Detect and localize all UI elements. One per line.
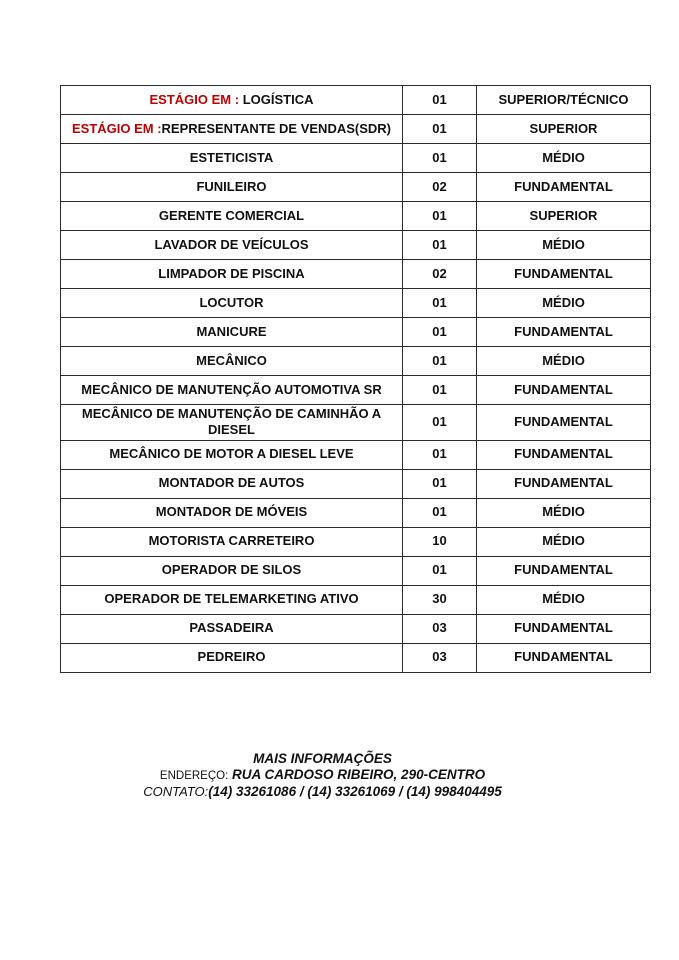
vacancies-count-cell: 01 <box>403 469 477 498</box>
table-row <box>61 498 651 527</box>
table-row <box>61 173 651 202</box>
education-level-cell: SUPERIOR/TÉCNICO <box>477 86 651 115</box>
vacancies-count-cell: 01 <box>403 231 477 260</box>
vacancies-count-cell: 01 <box>403 347 477 376</box>
table-row <box>61 318 651 347</box>
vacancies-count-cell: 01 <box>403 556 477 585</box>
job-title-cell: PEDREIRO <box>61 643 403 672</box>
education-level-cell: FUNDAMENTAL <box>477 376 651 405</box>
job-title-cell: MECÂNICO DE MANUTENÇÃO AUTOMOTIVA SR <box>61 376 403 405</box>
vacancies-count-cell: 03 <box>403 643 477 672</box>
education-level-cell: SUPERIOR <box>477 115 651 144</box>
job-vacancies-table-wrap <box>60 85 651 673</box>
job-title-cell: MONTADOR DE MÓVEIS <box>61 498 403 527</box>
job-title-cell: MANICURE <box>61 318 403 347</box>
education-level-cell: MÉDIO <box>477 527 651 556</box>
table-row <box>61 202 651 231</box>
table-row <box>61 86 651 115</box>
table-row <box>61 469 651 498</box>
vacancies-count-cell: 30 <box>403 585 477 614</box>
red-highlight: ESTÁGIO EM : <box>71 120 162 136</box>
vacancies-count-cell: 01 <box>403 318 477 347</box>
footer-title: MAIS INFORMAÇÕES <box>253 751 392 766</box>
vacancies-count-cell: 01 <box>403 144 477 173</box>
job-table-body <box>61 86 651 673</box>
vacancies-count-cell: 01 <box>403 440 477 469</box>
table-row <box>61 144 651 173</box>
footer <box>0 751 645 800</box>
job-title-cell: MECÂNICO DE MOTOR A DIESEL LEVE <box>61 440 403 469</box>
vacancies-count-cell: 01 <box>403 498 477 527</box>
table-row <box>61 440 651 469</box>
address-value: RUA CARDOSO RIBEIRO, 290-CENTRO <box>228 767 486 782</box>
job-title-cell: FUNILEIRO <box>61 173 403 202</box>
education-level-cell: FUNDAMENTAL <box>477 556 651 585</box>
table-row <box>61 527 651 556</box>
vacancies-count-cell: 01 <box>403 376 477 405</box>
education-level-cell: FUNDAMENTAL <box>477 614 651 643</box>
education-level-cell: MÉDIO <box>477 144 651 173</box>
education-level-cell: MÉDIO <box>477 231 651 260</box>
education-level-cell: FUNDAMENTAL <box>477 643 651 672</box>
education-level-cell: SUPERIOR <box>477 202 651 231</box>
red-highlight: ESTÁGIO EM : <box>149 91 243 107</box>
table-row <box>61 614 651 643</box>
job-vacancies-table <box>60 85 651 673</box>
education-level-cell: FUNDAMENTAL <box>477 260 651 289</box>
table-row <box>61 585 651 614</box>
vacancies-count-cell: 01 <box>403 405 477 441</box>
table-row <box>61 260 651 289</box>
vacancies-count-cell: 01 <box>403 202 477 231</box>
job-title-cell: MOTORISTA CARRETEIRO <box>61 527 403 556</box>
vacancies-count-cell: 02 <box>403 173 477 202</box>
table-row <box>61 231 651 260</box>
job-title-cell: LIMPADOR DE PISCINA <box>61 260 403 289</box>
education-level-cell: FUNDAMENTAL <box>477 318 651 347</box>
education-level-cell: FUNDAMENTAL <box>477 405 651 441</box>
vacancies-count-cell: 10 <box>403 527 477 556</box>
vacancies-count-cell: 03 <box>403 614 477 643</box>
job-title-cell: PASSADEIRA <box>61 614 403 643</box>
vacancies-count-cell: 02 <box>403 260 477 289</box>
vacancies-count-cell: 01 <box>403 86 477 115</box>
education-level-cell: MÉDIO <box>477 347 651 376</box>
job-title-cell: LAVADOR DE VEÍCULOS <box>61 231 403 260</box>
education-level-cell: FUNDAMENTAL <box>477 469 651 498</box>
table-row <box>61 643 651 672</box>
table-row <box>61 556 651 585</box>
job-title-cell: ESTÁGIO EM : LOGÍSTICA <box>61 86 403 115</box>
job-title-cell: ESTETICISTA <box>61 144 403 173</box>
job-title-cell: LOCUTOR <box>61 289 403 318</box>
job-title-cell: MECÂNICO DE MANUTENÇÃO DE CAMINHÃO A DIESEL <box>61 405 403 441</box>
education-level-cell: FUNDAMENTAL <box>477 173 651 202</box>
job-title-cell: MECÂNICO <box>61 347 403 376</box>
contact-label: CONTATO: <box>143 784 209 799</box>
address-line <box>0 767 645 784</box>
job-title-cell: OPERADOR DE TELEMARKETING ATIVO <box>61 585 403 614</box>
vacancies-count-cell: 01 <box>403 289 477 318</box>
education-level-cell: FUNDAMENTAL <box>477 440 651 469</box>
table-row <box>61 289 651 318</box>
education-level-cell: MÉDIO <box>477 498 651 527</box>
address-label: ENDEREÇO: <box>159 770 229 782</box>
job-title-cell: MONTADOR DE AUTOS <box>61 469 403 498</box>
job-title-cell: ESTÁGIO EM :REPRESENTANTE DE VENDAS(SDR) <box>61 115 403 144</box>
job-title-cell: OPERADOR DE SILOS <box>61 556 403 585</box>
table-row <box>61 347 651 376</box>
table-row <box>61 115 651 144</box>
job-title-cell: GERENTE COMERCIAL <box>61 202 403 231</box>
contact-line <box>0 784 645 800</box>
table-row <box>61 376 651 405</box>
education-level-cell: MÉDIO <box>477 585 651 614</box>
education-level-cell: MÉDIO <box>477 289 651 318</box>
table-row <box>61 405 651 441</box>
contact-value: (14) 33261086 / (14) 33261069 / (14) 998404495 <box>208 784 502 799</box>
vacancies-count-cell: 01 <box>403 115 477 144</box>
